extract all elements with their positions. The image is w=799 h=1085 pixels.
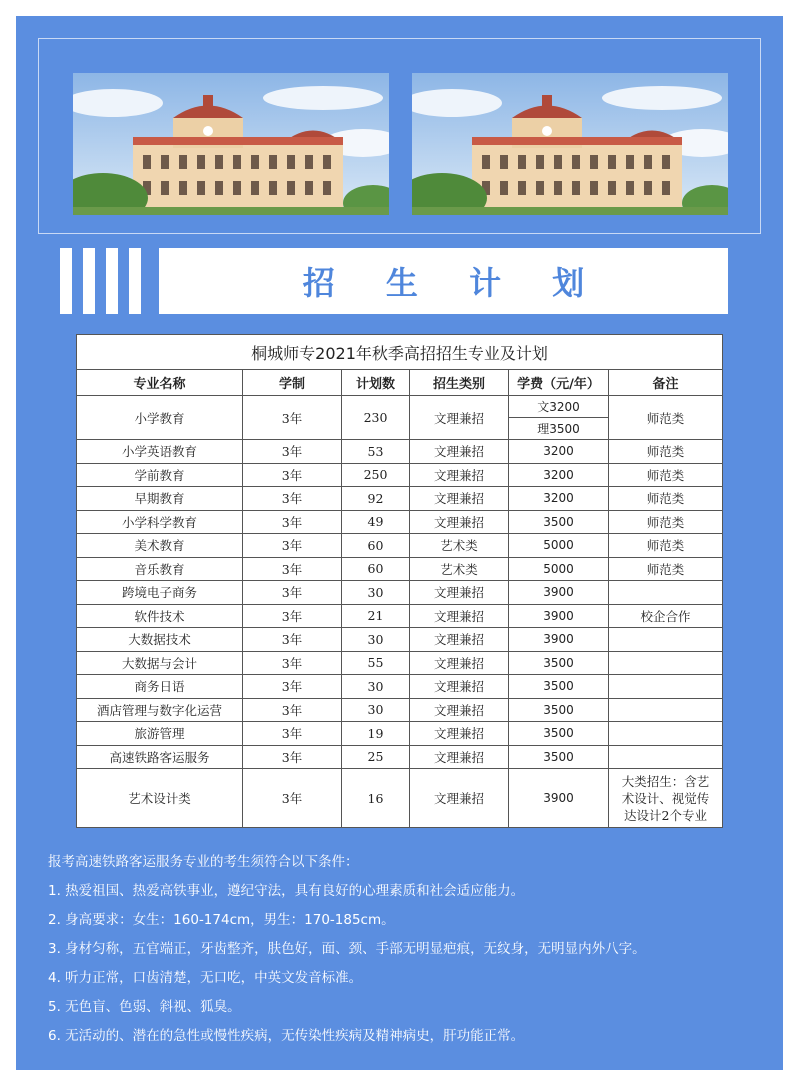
table-row xyxy=(77,510,723,534)
cell-major: 小学英语教育 xyxy=(77,440,243,464)
cell-plan: 30 xyxy=(342,581,410,605)
cell-years: 3年 xyxy=(243,581,342,605)
table-row xyxy=(77,396,723,418)
cell-plan: 16 xyxy=(342,769,410,828)
cell-years: 3年 xyxy=(243,510,342,534)
cell-major: 学前教育 xyxy=(77,463,243,487)
cell-fee: 3900 xyxy=(509,628,609,652)
cell-category: 文理兼招 xyxy=(410,698,509,722)
cell-category: 文理兼招 xyxy=(410,628,509,652)
cell-fee: 文3200 xyxy=(509,396,609,418)
cell-major: 大数据与会计 xyxy=(77,651,243,675)
title-banner xyxy=(159,248,728,314)
requirement-item: 6. 无活动的、潜在的急性或慢性疾病，无传染性疾病及精神病史，肝功能正常。 xyxy=(48,1028,525,1044)
cell-note: 师范类 xyxy=(609,557,723,581)
cell-fee: 3900 xyxy=(509,604,609,628)
cell-fee: 3500 xyxy=(509,745,609,769)
title-stripe xyxy=(83,248,95,314)
cell-category: 文理兼招 xyxy=(410,440,509,464)
cell-category: 文理兼招 xyxy=(410,463,509,487)
table-row xyxy=(77,651,723,675)
note-line: 术设计、视觉传 xyxy=(621,790,710,806)
cell-plan: 60 xyxy=(342,557,410,581)
cell-note: 师范类 xyxy=(609,510,723,534)
table-row xyxy=(77,628,723,652)
cell-note xyxy=(609,745,723,769)
requirement-item: 5. 无色盲、色弱、斜视、狐臭。 xyxy=(48,999,241,1015)
photo-frame xyxy=(38,38,761,234)
enrollment-table xyxy=(76,334,723,828)
cell-years: 3年 xyxy=(243,463,342,487)
cell-fee: 5000 xyxy=(509,557,609,581)
poster xyxy=(16,16,783,1070)
cell-note: 校企合作 xyxy=(609,604,723,628)
cell-fee: 3500 xyxy=(509,651,609,675)
cell-years: 3年 xyxy=(243,487,342,511)
cell-category: 文理兼招 xyxy=(410,510,509,534)
cell-plan: 25 xyxy=(342,745,410,769)
cell-major: 跨境电子商务 xyxy=(77,581,243,605)
cell-major: 小学教育 xyxy=(77,396,243,440)
table-row xyxy=(77,722,723,746)
cell-major: 商务日语 xyxy=(77,675,243,699)
table-row xyxy=(77,463,723,487)
table-row xyxy=(77,534,723,558)
table-row xyxy=(77,487,723,511)
cell-years: 3年 xyxy=(243,604,342,628)
cell-major: 高速铁路客运服务 xyxy=(77,745,243,769)
cell-plan: 30 xyxy=(342,698,410,722)
cell-years: 3年 xyxy=(243,396,342,440)
cell-category: 文理兼招 xyxy=(410,651,509,675)
cell-years: 3年 xyxy=(243,698,342,722)
table-row xyxy=(77,769,723,828)
cell-fee: 3200 xyxy=(509,440,609,464)
header-category: 招生类别 xyxy=(410,370,509,396)
table-row xyxy=(77,581,723,605)
requirements-intro: 报考高速铁路客运服务专业的考生须符合以下条件： xyxy=(48,854,359,870)
cell-major: 大数据技术 xyxy=(77,628,243,652)
campus-building-photo xyxy=(73,73,389,215)
table-caption: 桐城师专2021年秋季高招招生专业及计划 xyxy=(77,335,723,370)
cell-category: 文理兼招 xyxy=(410,487,509,511)
cell-note xyxy=(609,722,723,746)
cell-years: 3年 xyxy=(243,675,342,699)
cell-fee: 3200 xyxy=(509,487,609,511)
cell-note xyxy=(609,628,723,652)
cell-years: 3年 xyxy=(243,745,342,769)
cell-years: 3年 xyxy=(243,440,342,464)
cell-major: 美术教育 xyxy=(77,534,243,558)
cell-fee: 理3500 xyxy=(509,418,609,440)
cell-years: 3年 xyxy=(243,769,342,828)
header-major: 专业名称 xyxy=(77,370,243,396)
cell-category: 艺术类 xyxy=(410,557,509,581)
cell-fee: 3900 xyxy=(509,769,609,828)
cell-fee: 3500 xyxy=(509,510,609,534)
cell-fee: 3200 xyxy=(509,463,609,487)
requirement-item: 1. 热爱祖国、热爱高铁事业，遵纪守法，具有良好的心理素质和社会适应能力。 xyxy=(48,883,525,899)
cell-plan: 92 xyxy=(342,487,410,511)
cell-note: 师范类 xyxy=(609,534,723,558)
cell-fee: 3500 xyxy=(509,722,609,746)
cell-plan: 55 xyxy=(342,651,410,675)
header-years: 学制 xyxy=(243,370,342,396)
header-plan: 计划数 xyxy=(342,370,410,396)
table-row xyxy=(77,557,723,581)
cell-plan: 30 xyxy=(342,675,410,699)
cell-note xyxy=(609,769,723,828)
cell-note: 师范类 xyxy=(609,440,723,464)
cell-category: 文理兼招 xyxy=(410,675,509,699)
cell-plan: 19 xyxy=(342,722,410,746)
cell-years: 3年 xyxy=(243,557,342,581)
cell-plan: 250 xyxy=(342,463,410,487)
cell-major: 艺术设计类 xyxy=(77,769,243,828)
requirement-item: 2. 身高要求：女生：160-174cm，男生：170-185cm。 xyxy=(48,912,395,928)
cell-note xyxy=(609,651,723,675)
cell-major: 旅游管理 xyxy=(77,722,243,746)
cell-note: 师范类 xyxy=(609,396,723,440)
campus-building-photo xyxy=(412,73,728,215)
cell-fee: 3900 xyxy=(509,581,609,605)
requirement-item: 4. 听力正常，口齿清楚，无口吃，中英文发音标准。 xyxy=(48,970,363,986)
table-row xyxy=(77,745,723,769)
table-row xyxy=(77,698,723,722)
cell-category: 文理兼招 xyxy=(410,769,509,828)
cell-years: 3年 xyxy=(243,651,342,675)
cell-category: 文理兼招 xyxy=(410,396,509,440)
enrollment-table-panel xyxy=(76,334,722,828)
title-stripe xyxy=(106,248,118,314)
cell-category: 文理兼招 xyxy=(410,581,509,605)
title-stripe xyxy=(129,248,141,314)
header-fee: 学费（元/年） xyxy=(509,370,609,396)
cell-years: 3年 xyxy=(243,628,342,652)
cell-fee: 5000 xyxy=(509,534,609,558)
note-line: 达设计2个专业 xyxy=(624,807,708,823)
cell-fee: 3500 xyxy=(509,698,609,722)
requirements-section xyxy=(48,848,778,1051)
title-stripes xyxy=(60,248,160,314)
note-line: 大类招生：含艺 xyxy=(621,773,710,789)
cell-category: 文理兼招 xyxy=(410,745,509,769)
table-row xyxy=(77,675,723,699)
cell-category: 文理兼招 xyxy=(410,722,509,746)
cell-plan: 230 xyxy=(342,396,410,440)
cell-years: 3年 xyxy=(243,534,342,558)
cell-note: 师范类 xyxy=(609,463,723,487)
cell-major: 酒店管理与数字化运营 xyxy=(77,698,243,722)
cell-category: 艺术类 xyxy=(410,534,509,558)
cell-plan: 60 xyxy=(342,534,410,558)
cell-plan: 21 xyxy=(342,604,410,628)
cell-note xyxy=(609,698,723,722)
page-title: 招 生 计 划 xyxy=(302,264,605,302)
table-row xyxy=(77,604,723,628)
cell-plan: 49 xyxy=(342,510,410,534)
cell-fee: 3500 xyxy=(509,675,609,699)
cell-major: 软件技术 xyxy=(77,604,243,628)
cell-category: 文理兼招 xyxy=(410,604,509,628)
cell-years: 3年 xyxy=(243,722,342,746)
header-note: 备注 xyxy=(609,370,723,396)
cell-major: 音乐教育 xyxy=(77,557,243,581)
cell-note: 师范类 xyxy=(609,487,723,511)
requirement-item: 3. 身材匀称，五官端正，牙齿整齐，肤色好，面、颈、手部无明显疤痕，无纹身，无明显内外八字。 xyxy=(48,941,646,957)
cell-note xyxy=(609,581,723,605)
cell-plan: 30 xyxy=(342,628,410,652)
table-header-row xyxy=(77,370,723,396)
cell-major: 小学科学教育 xyxy=(77,510,243,534)
cell-note xyxy=(609,675,723,699)
cell-major: 早期教育 xyxy=(77,487,243,511)
cell-plan: 53 xyxy=(342,440,410,464)
title-stripe xyxy=(60,248,72,314)
table-row xyxy=(77,440,723,464)
